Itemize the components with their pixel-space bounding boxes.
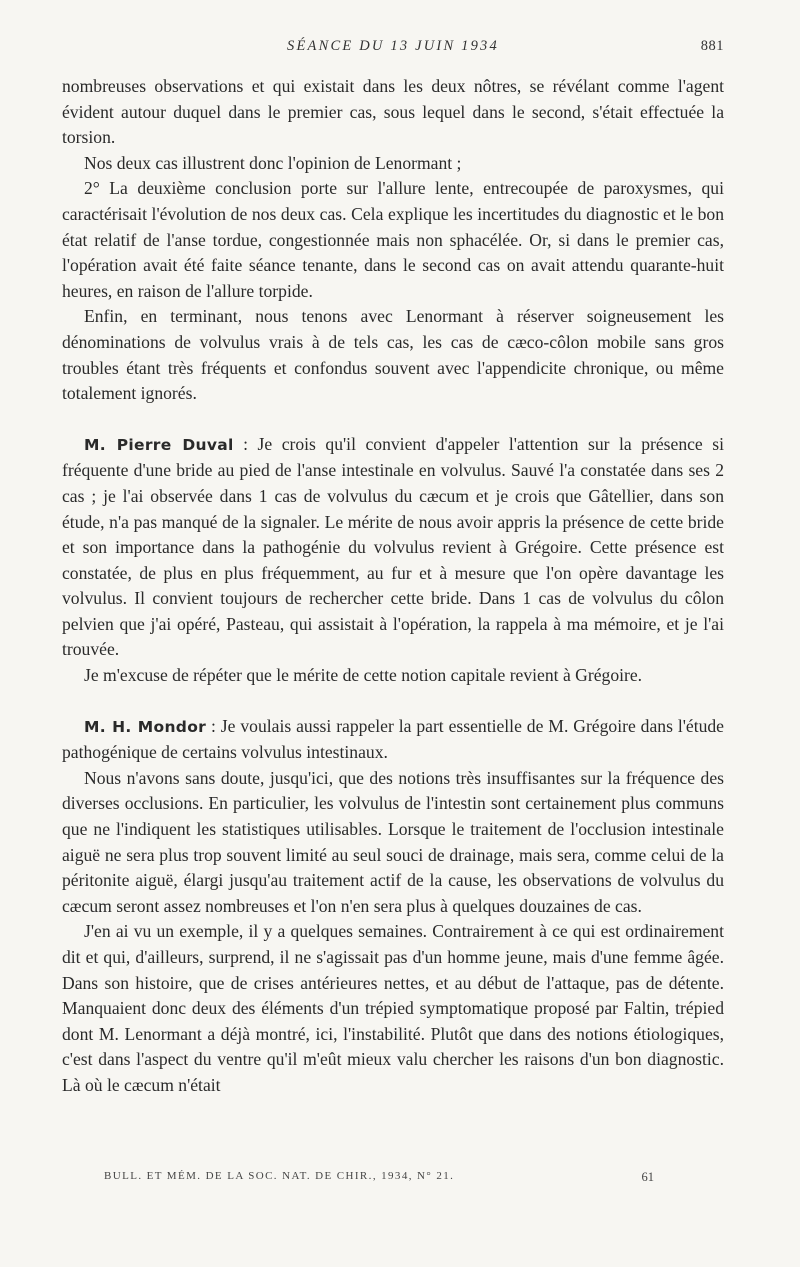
footer-citation: BULL. ET MÉM. DE LA SOC. NAT. DE CHIR., 1934, N° 21. xyxy=(104,1170,455,1182)
paragraph-mondor-text: : Je voulais aussi rappeler la part essentielle de M. Grégoire dans l'étude pathogénique de certains volvulus intestinaux. xyxy=(62,715,724,763)
paragraph-3: 2° La deuxième conclusion porte sur l'allure lente, entrecoupée de paroxysmes, qui caractérisait l'évolution de nos deux cas. Cela explique les incertitudes du diagnostic et le bon état relatif de l'anse tordue, congestionnée mais non sphacélée. Or, si dans le premier cas, l'opération avait été faite séance tenante, dans le second cas on avait attendu quarante-huit heures, en raison de l'allure torpide. xyxy=(62,178,724,301)
paragraph-6: Je m'excuse de répéter que le mérite de cette notion capitale revient à Grégoire. xyxy=(84,665,643,686)
paragraph-9: J'en ai vu un exemple, il y a quelques semaines. Contrairement à ce qui est ordinairement dit et qui, d'ailleurs, surprend, il ne s'agissait pas d'un homme jeune, mais d'une femme âgée. Dans son histoire, que de crises antérieures nettes, et au début de l'attaque, pas de détente. Manquaient donc deux des éléments d'un trépied symptomatique proposé par Faltin, trépied dont M. Lenormant a déjà montré, ici, l'instabilité. Plutôt que dans des notions étiologiques, c'est dans l'aspect du ventre qu'il m'eût mieux valu chercher les raisons d'un bon diagnostic. Là où le cæcum n'était xyxy=(62,921,724,1095)
running-title: SÉANCE DU 13 JUIN 1934 xyxy=(287,38,499,54)
body-text xyxy=(62,74,724,1099)
footer-signature: 61 xyxy=(641,1170,654,1184)
paragraph-1: nombreuses observations et qui existait dans les deux nôtres, se révélant comme l'agent évident autour duquel dans le premier cas, sous lequel dans le second, s'était effectuée la torsion. xyxy=(62,76,724,148)
paragraph-duval-text: : Je crois qu'il convient d'appeler l'attention sur la présence si fréquente d'une bride au pied de l'anse intestinale en volvulus. Sauvé l'a constatée dans ses 2 cas ; je l'ai observée dans 1 cas de volvulus du cæcum et je crois que Gâtellier, dans son étude, n'a pas manqué de la signaler. Le mérite de nous avoir appris la présence de cette bride et son importance dans la pathogénie du volvulus revient à Grégoire. Cette présence est constatée, de plus en plus fréquemment, au fur et à mesure que l'on opère davantage les volvulus. Il convient toujours de rechercher cette bride. Dans 1 cas de volvulus du côlon pelvien que j'ai opéré, Pasteau, qui assistait à l'opération, la rappela à ma mémoire, et je l'ai trouvée. xyxy=(62,433,724,660)
paragraph-4: Enfin, en terminant, nous tenons avec Lenormant à réserver soigneusement les dénominations de volvulus vrais à de tels cas, les cas de cæco-côlon mobile sans gros troubles étant très fréquents et confondus souvent avec l'appendicite chronique, ou même totalement ignorés. xyxy=(62,306,724,404)
paragraph-mondor xyxy=(62,714,724,766)
speaker-name: M. Pierre Duval xyxy=(84,435,234,454)
running-head xyxy=(62,38,724,60)
paragraph-duval xyxy=(62,432,724,663)
speaker-name: M. H. Mondor xyxy=(84,717,207,736)
page-number: 881 xyxy=(700,38,724,54)
paragraph-2: Nos deux cas illustrent donc l'opinion de Lenormant ; xyxy=(84,152,462,173)
footer xyxy=(62,1170,724,1190)
paragraph-8: Nous n'avons sans doute, jusqu'ici, que des notions très insuffisantes sur la fréquence des diverses occlusions. En particulier, les volvulus de l'intestin sont certainement plus communs que ne l'indiquent les statistiques utilisables. Lorsque le traitement de l'occlusion intestinale aiguë ne sera plus trop souvent limité au seul souci de drainage, mais sera, comme celui de la péritonite aiguë, élargi jusqu'au traitement actif de la cause, les observations de volvulus du cæcum seront assez nombreuses et l'on n'en sera plus à quelques douzaines de cas. xyxy=(62,767,724,916)
